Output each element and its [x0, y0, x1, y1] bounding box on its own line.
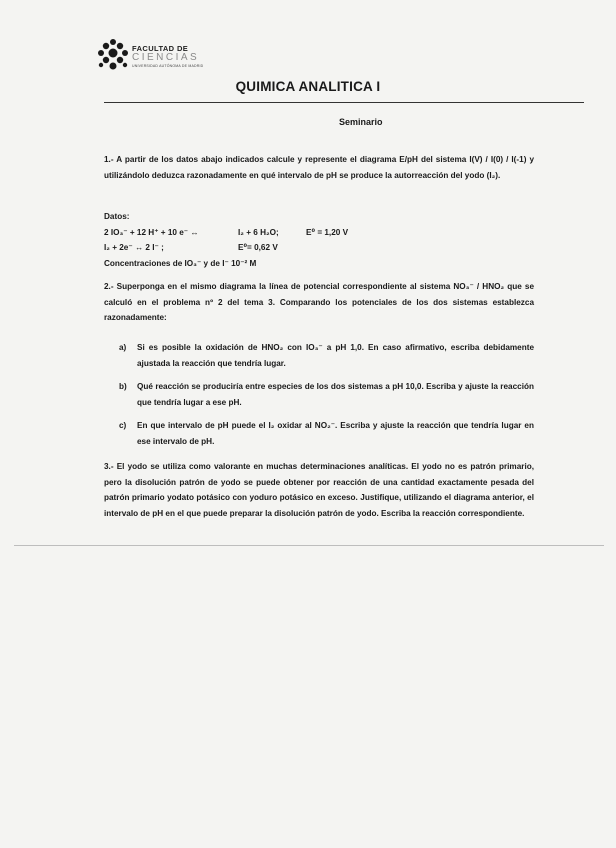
uam-logo-icon	[96, 38, 130, 72]
reaction-1-potential: E⁰ = 1,20 V	[306, 227, 349, 237]
question-3: 3.- El yodo se utiliza como valorante en muchas determinaciones analíticas. El yodo no es patrón primario, pero la disolución patrón de yodo se puede obtener por reacción de una cantidad exactamente pesada del patrón primario yodato potásico con yoduro potásico en exceso. Justifique, utilizando el diagrama anterior, el intervalo de pH en el que puede preparar la disolución patrón de yodo. Escriba la reacción correspondiente.	[104, 462, 534, 518]
question-1: 1.- A partir de los datos abajo indicados calcule y represente el diagrama E/pH del sistema I(V) / I(0) / I(-1) y utilizándolo deduzca razonadamente en qué intervalo de pH se produce la autorreacción del yodo (I₂).	[104, 155, 534, 180]
bottom-divider	[14, 545, 604, 546]
page-title: QUIMICA ANALITICA I	[235, 79, 381, 94]
reaction-2: I₂ + 2e⁻ ↔ 2 I⁻ ;	[104, 243, 164, 252]
item-label-b: b)	[119, 382, 127, 391]
faculty-logo	[96, 38, 236, 72]
item-text-c: En que intervalo de pH puede el I₂ oxidar al NO₂⁻. Escriba y ajuste la reacción que tendría lugar en ese intervalo de pH.	[137, 421, 534, 446]
data-label: Datos:	[104, 212, 130, 221]
reaction-2-potential: E⁰= 0,62 V	[238, 243, 278, 252]
item-text-b: Qué reacción se produciría entre especies de los dos sistemas a pH 10,0. Escriba y ajuste la reacción que tendría lugar a ese pH.	[137, 382, 534, 407]
item-text-a: Si es posible la oxidación de HNO₂ con IO₃⁻ a pH 1,0. En caso afirmativo, escriba debidamente ajustada la reacción que tendría lugar.	[137, 343, 534, 368]
data-block	[104, 209, 534, 271]
faculty-sciences: CIENCIAS	[132, 52, 200, 63]
university-name: UNIVERSIDAD AUTÓNOMA DE MADRID	[132, 64, 204, 68]
page-subtitle: Seminario	[339, 117, 383, 127]
faculty-name: FACULTAD DE	[132, 44, 189, 53]
item-label-c: c)	[119, 421, 127, 430]
item-label-a: a)	[119, 343, 127, 352]
question-2: 2.- Superponga en el mismo diagrama la línea de potencial correspondiente al sistema NO₃⁻ / HNO₂ que se calculó en el problema nº 2 del tema 3. Comparando los potenciales de los dos sistemas establezca razonadamente:	[104, 282, 534, 322]
concentrations: Concentraciones de IO₃⁻ y de I⁻ 10⁻² M	[104, 258, 257, 268]
reaction-1-left: 2 IO₃⁻ + 12 H⁺ + 10 e⁻ ↔	[104, 227, 199, 237]
reaction-1-right: I₂ + 6 H₂O;	[238, 227, 279, 237]
title-divider	[104, 102, 584, 103]
